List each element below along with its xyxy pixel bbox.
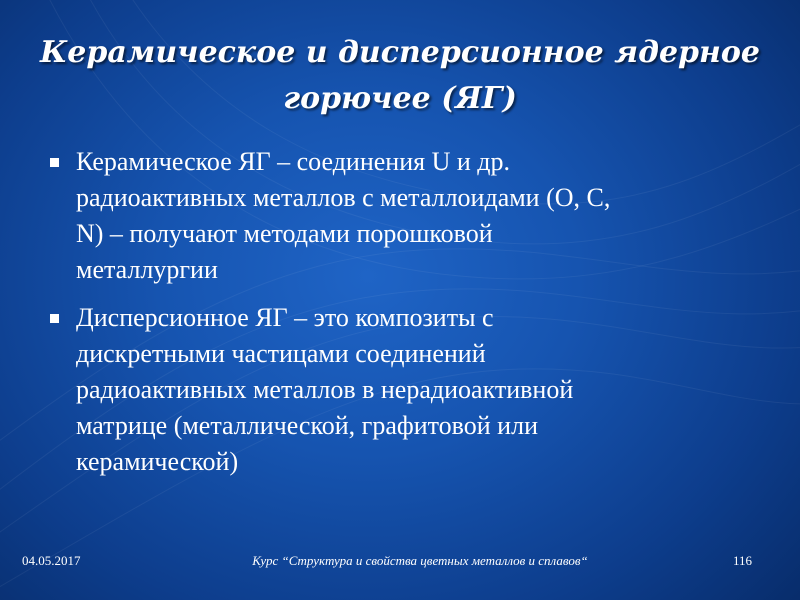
bullet-item-ceramic (48, 144, 738, 288)
title-line-2: горючее (ЯГ) (283, 81, 517, 116)
square-bullet-icon (50, 158, 59, 167)
footer-course-title: Курс “Структура и свойства цветных металлов и сплавов“ (252, 553, 588, 568)
bullet-line: N) – получают методами порошковой (76, 219, 493, 248)
bullet-line: дискретными частицами соединений (76, 339, 486, 368)
bullet-line: керамической) (76, 447, 239, 476)
bullet-line: Дисперсионное ЯГ – это композиты с (76, 303, 494, 332)
square-bullet-icon (50, 314, 59, 323)
title-line-1: Керамическое и дисперсионное ядерное (40, 35, 760, 70)
bullet-item-dispersion (48, 300, 738, 480)
slide-title (20, 30, 780, 122)
bullet-list (48, 144, 738, 492)
slide-number: 116 (732, 553, 752, 568)
bullet-line: радиоактивных металлов в нерадиоактивной (76, 375, 574, 404)
bullet-line: металлургии (76, 255, 218, 284)
bullet-line: матрице (металлической, графитовой или (76, 411, 538, 440)
bullet-line: радиоактивных металлов с металлоидами (O, C, (76, 183, 611, 212)
bullet-line: Керамическое ЯГ – соединения U и др. (76, 147, 511, 176)
footer-date: 04.05.2017 (22, 553, 81, 568)
